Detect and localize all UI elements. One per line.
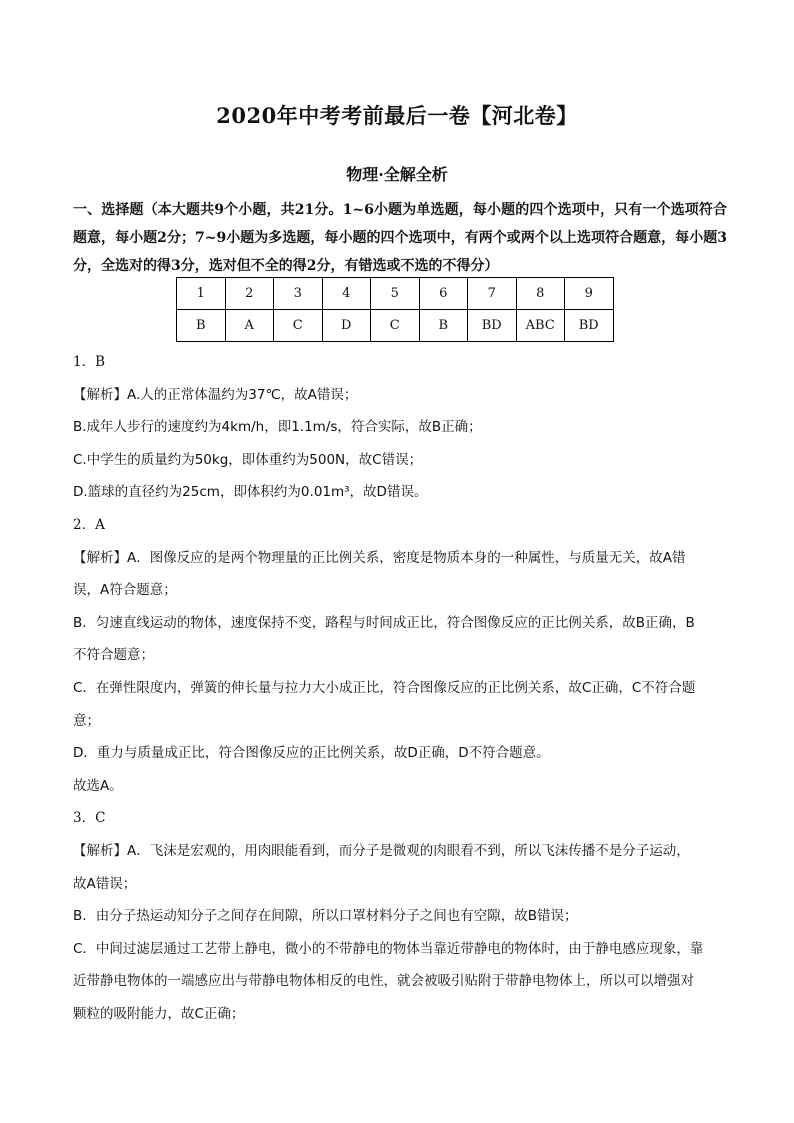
table-cell: D [322,310,371,342]
table-cell: BD [468,310,517,342]
explanation-body [73,346,727,1030]
section-heading: 一、选择题（本大题共9个小题，共21分。1~6小题为单选题，每小题的四个选项中，只有一个选项符合题意，每小题2分；7~9小题为多选题，每小题的四个选项中，有两个或两个以上选项符合题意，每小题3分，全选对的得3分，选对但不全的得2分，有错选或不选的不得分） [73,202,727,274]
table-cell: 8 [516,278,565,310]
question-number: 3．C [73,810,106,827]
table-cell: 1 [177,278,226,310]
text-line: 近带静电物体的一端感应出与带静电物体相反的电性，就会被吸引贴附于带静电物体上，所以可以增强对 [73,973,694,990]
answer-table [176,277,614,342]
table-cell: 9 [565,278,614,310]
table-cell: 4 [322,278,371,310]
page-subtitle: 物理·全解全析 [346,165,448,184]
text-line: 【解析】A．飞沫是宏观的，用肉眼能看到，而分子是微观的肉眼看不到，所以飞沫传播不是分子运动， [73,842,690,859]
text-line: 意； [73,712,100,729]
text-line: 误，A符合题意； [73,582,177,599]
text-line: C．在弹性限度内，弹簧的伸长量与拉力大小成正比，符合图像反应的正比例关系，故C正确，C不符合题 [73,679,696,696]
text-line: 【解析】A．图像反应的是两个物理量的正比例关系，密度是物质本身的一种属性，与质量无关，故A错 [73,549,686,566]
text-line: 【解析】A.人的正常体温约为37℃，故A错误； [73,386,358,403]
table-cell: 3 [274,278,323,310]
page-title: 2020年中考考前最后一卷【河北卷】 [216,103,578,128]
answer-table-answer-row [177,310,614,342]
table-cell: ABC [516,310,565,342]
table-cell: B [419,310,468,342]
table-cell: C [274,310,323,342]
text-line: D.篮球的直径约为25cm，即体积约为0.01m³，故D错误。 [73,484,428,501]
text-line: C.中学生的质量约为50kg，即体重约为500N，故C错误； [73,451,423,468]
table-cell: 5 [371,278,420,310]
question-number: 1．B [73,354,106,370]
text-line: 不符合题意； [73,647,154,664]
table-cell: 7 [468,278,517,310]
table-cell: C [371,310,420,342]
text-line: C．中间过滤层通过工艺带上静电，微小的不带静电的物体当靠近带静电的物体时，由于静电感应现象，靠 [73,940,704,957]
table-cell: 2 [225,278,274,310]
answer-table-number-row [177,278,614,310]
text-line: 故A错误； [73,875,137,892]
text-line: 故选A。 [73,777,123,794]
question-number: 2．A [73,516,105,533]
text-line: B．由分子热运动知分子之间存在间隙，所以口罩材料分子之间也有空隙，故B错误； [73,908,578,925]
table-cell: BD [565,310,614,342]
table-cell: B [177,310,226,342]
text-line: D．重力与质量成正比，符合图像反应的正比例关系，故D正确，D不符合题意。 [73,745,550,762]
text-line: B.成年人步行的速度约为4km/h，即1.1m/s，符合实际，故B正确； [73,419,482,436]
text-line: B．匀速直线运动的物体，速度保持不变，路程与时间成正比，符合图像反应的正比例关系，故B正确，B [73,614,695,631]
text-line: 颗粒的吸附能力，故C正确； [73,1005,245,1022]
table-cell: 6 [419,278,468,310]
table-cell: A [225,310,274,342]
